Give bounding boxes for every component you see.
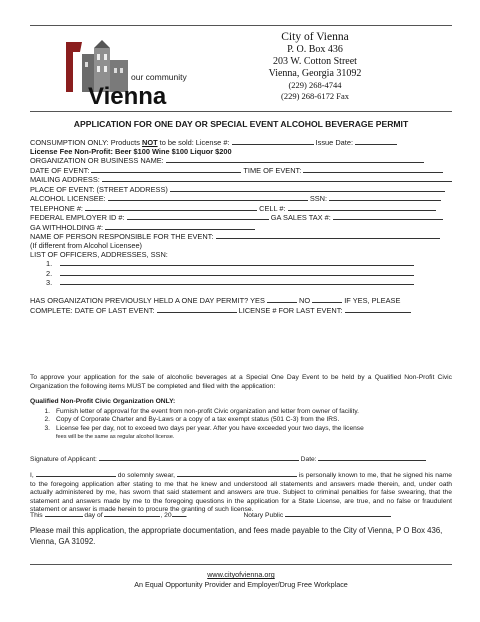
logo-word: Vienna	[88, 83, 167, 110]
top-rule	[30, 25, 452, 26]
withholding-field[interactable]	[105, 223, 255, 230]
po-box: P. O. Box 436	[287, 44, 343, 55]
withholding-row: GA WITHHOLDING #:	[30, 223, 454, 233]
last-event-row: COMPLETE: DATE OF LAST EVENT: LICENSE # FOR LAST EVENT:	[30, 306, 454, 316]
consumption-row: CONSUMPTION ONLY: Products NOT to be sold: License #: Issue Date:	[30, 138, 454, 148]
fax-number: (229) 268-6172 Fax	[281, 90, 349, 101]
mail-paragraph: Please mail this application, the appropriate documentation, and fees made payable to the City of Vienna, P O Box 436, Vienna, GA 31092.	[30, 526, 443, 546]
notary-row: This day of , 20 . Notary Public	[30, 510, 452, 521]
signature-date-field[interactable]	[318, 454, 426, 461]
header-rule	[30, 111, 452, 112]
city-state-zip: Vienna, Georgia 31092	[268, 68, 362, 79]
event-time-field[interactable]	[303, 166, 443, 173]
responsible-person-field[interactable]	[216, 232, 440, 239]
if-different-note: (If different from Alcohol Licensee)	[30, 242, 143, 251]
list-item: 3. License fee per day, not to exceed two days per year. After you have exceeded your two days, the license	[44, 424, 364, 432]
list-item: 1. Furnish letter of approval for the event from non-profit Civic organization and letter from owner of facility.	[44, 408, 359, 415]
license-number-field[interactable]	[232, 138, 314, 145]
officer-row: 3.	[30, 278, 454, 288]
fee-row: License Fee Non-Profit: Beer $100 Wine $100 Liquor $200	[30, 147, 232, 156]
footer	[30, 570, 452, 590]
org-name-row: ORGANIZATION OR BUSINESS NAME:	[30, 156, 454, 166]
ssn-field[interactable]	[329, 194, 441, 201]
org-name-field[interactable]	[166, 156, 424, 163]
officer-field[interactable]	[60, 278, 414, 285]
signature-row: Signature of Applicant: Date:	[30, 454, 452, 465]
oath-paragraph: I, do solemnly swear, is personally known to me, that he signed his name to the foregoing application after stating to me that he knew and understood all statements and answers made therein, and, under oath actually administered by me, has sworn that said statement and answers are true. Subject to criminal penalties for false swearing, that the statement and answers made by me to the foregoing questions in the application for a State License, are true, and no false or fraudulent statement or answer is made herein to procure the granting of such license.	[30, 472, 452, 514]
intro-paragraph: To approve your application for the sale of alcoholic beverages at a Special One Day Event to be held by a Qualified Non-Profit Civic Organization the following items MUST be completed and filed with the application:	[30, 374, 452, 390]
notary-public-field[interactable]	[285, 510, 391, 517]
place-of-event-field[interactable]	[170, 185, 445, 192]
qualified-heading: Qualified Non-Profit Civic Organization ONLY:	[30, 398, 176, 405]
list-item-continuation: fees will be the same as regular alcohol license.	[56, 434, 175, 441]
notary-year-field[interactable]	[172, 510, 186, 517]
event-date-row: DATE OF EVENT: TIME OF EVENT:	[30, 166, 454, 176]
application-fields	[30, 138, 454, 315]
notary-day-field[interactable]	[45, 510, 83, 517]
federal-id-field[interactable]	[127, 213, 269, 220]
licensee-row: ALCOHOL LICENSEE: SSN:	[30, 194, 454, 204]
place-row: PLACE OF EVENT: (STREET ADDRESS)	[30, 185, 454, 195]
street-address: 203 W. Cotton Street	[273, 56, 357, 67]
city-name: City of Vienna	[281, 31, 349, 43]
qualified-requirements	[30, 408, 452, 442]
swearer-name-field[interactable]	[36, 470, 116, 477]
vienna-logo	[60, 38, 212, 112]
event-date-field[interactable]	[91, 166, 241, 173]
no-field[interactable]	[312, 296, 342, 303]
last-event-date-field[interactable]	[157, 306, 237, 313]
notary-month-field[interactable]	[104, 510, 160, 517]
applicant-name-field[interactable]	[177, 470, 297, 477]
footer-rule	[30, 564, 452, 565]
officer-row: 2.	[30, 269, 454, 279]
sales-tax-field[interactable]	[333, 213, 443, 220]
responsible-row: NAME OF PERSON RESPONSIBLE FOR THE EVENT:	[30, 232, 454, 242]
mailing-row: MAILING ADDRESS:	[30, 175, 454, 185]
not-emphasis: NOT	[141, 138, 158, 147]
city-address-block	[255, 30, 375, 101]
form-title: APPLICATION FOR ONE DAY OR SPECIAL EVENT ALCOHOL BEVERAGE PERMIT	[73, 119, 409, 129]
officers-label: LIST OF OFFICERS, ADDRESSES, SSN:	[30, 250, 168, 259]
phone-number: (229) 268-4744	[288, 80, 342, 90]
spacer	[30, 288, 454, 297]
list-item: 2. Copy of Corporate Charter and By-Laws or a copy of a tax exempt status (501 C-3) from the IRS.	[44, 416, 340, 424]
logo-tagline: our community	[131, 72, 187, 82]
federal-row: FEDERAL EMPLOYER ID #: GA SALES TAX #:	[30, 213, 454, 223]
officer-field[interactable]	[60, 259, 414, 266]
phone-row: TELEPHONE #: CELL #:	[30, 204, 454, 214]
licensee-field[interactable]	[108, 194, 308, 201]
mailing-address-field[interactable]	[102, 175, 452, 182]
officer-field[interactable]	[60, 269, 414, 276]
applicant-signature-field[interactable]	[99, 454, 299, 461]
telephone-field[interactable]	[85, 204, 257, 211]
previous-permit-row: HAS ORGANIZATION PREVIOUSLY HELD A ONE DAY PERMIT? YES NO IF YES, PLEASE	[30, 296, 401, 306]
officer-row: 1.	[30, 259, 454, 269]
eeo-statement: An Equal Opportunity Provider and Employer/Drug Free Workplace	[134, 580, 348, 589]
yes-field[interactable]	[267, 296, 297, 303]
last-license-field[interactable]	[345, 306, 411, 313]
website-link[interactable]: www.cityofvienna.org	[207, 570, 275, 579]
cell-field[interactable]	[288, 204, 436, 211]
issue-date-field[interactable]	[355, 138, 397, 145]
